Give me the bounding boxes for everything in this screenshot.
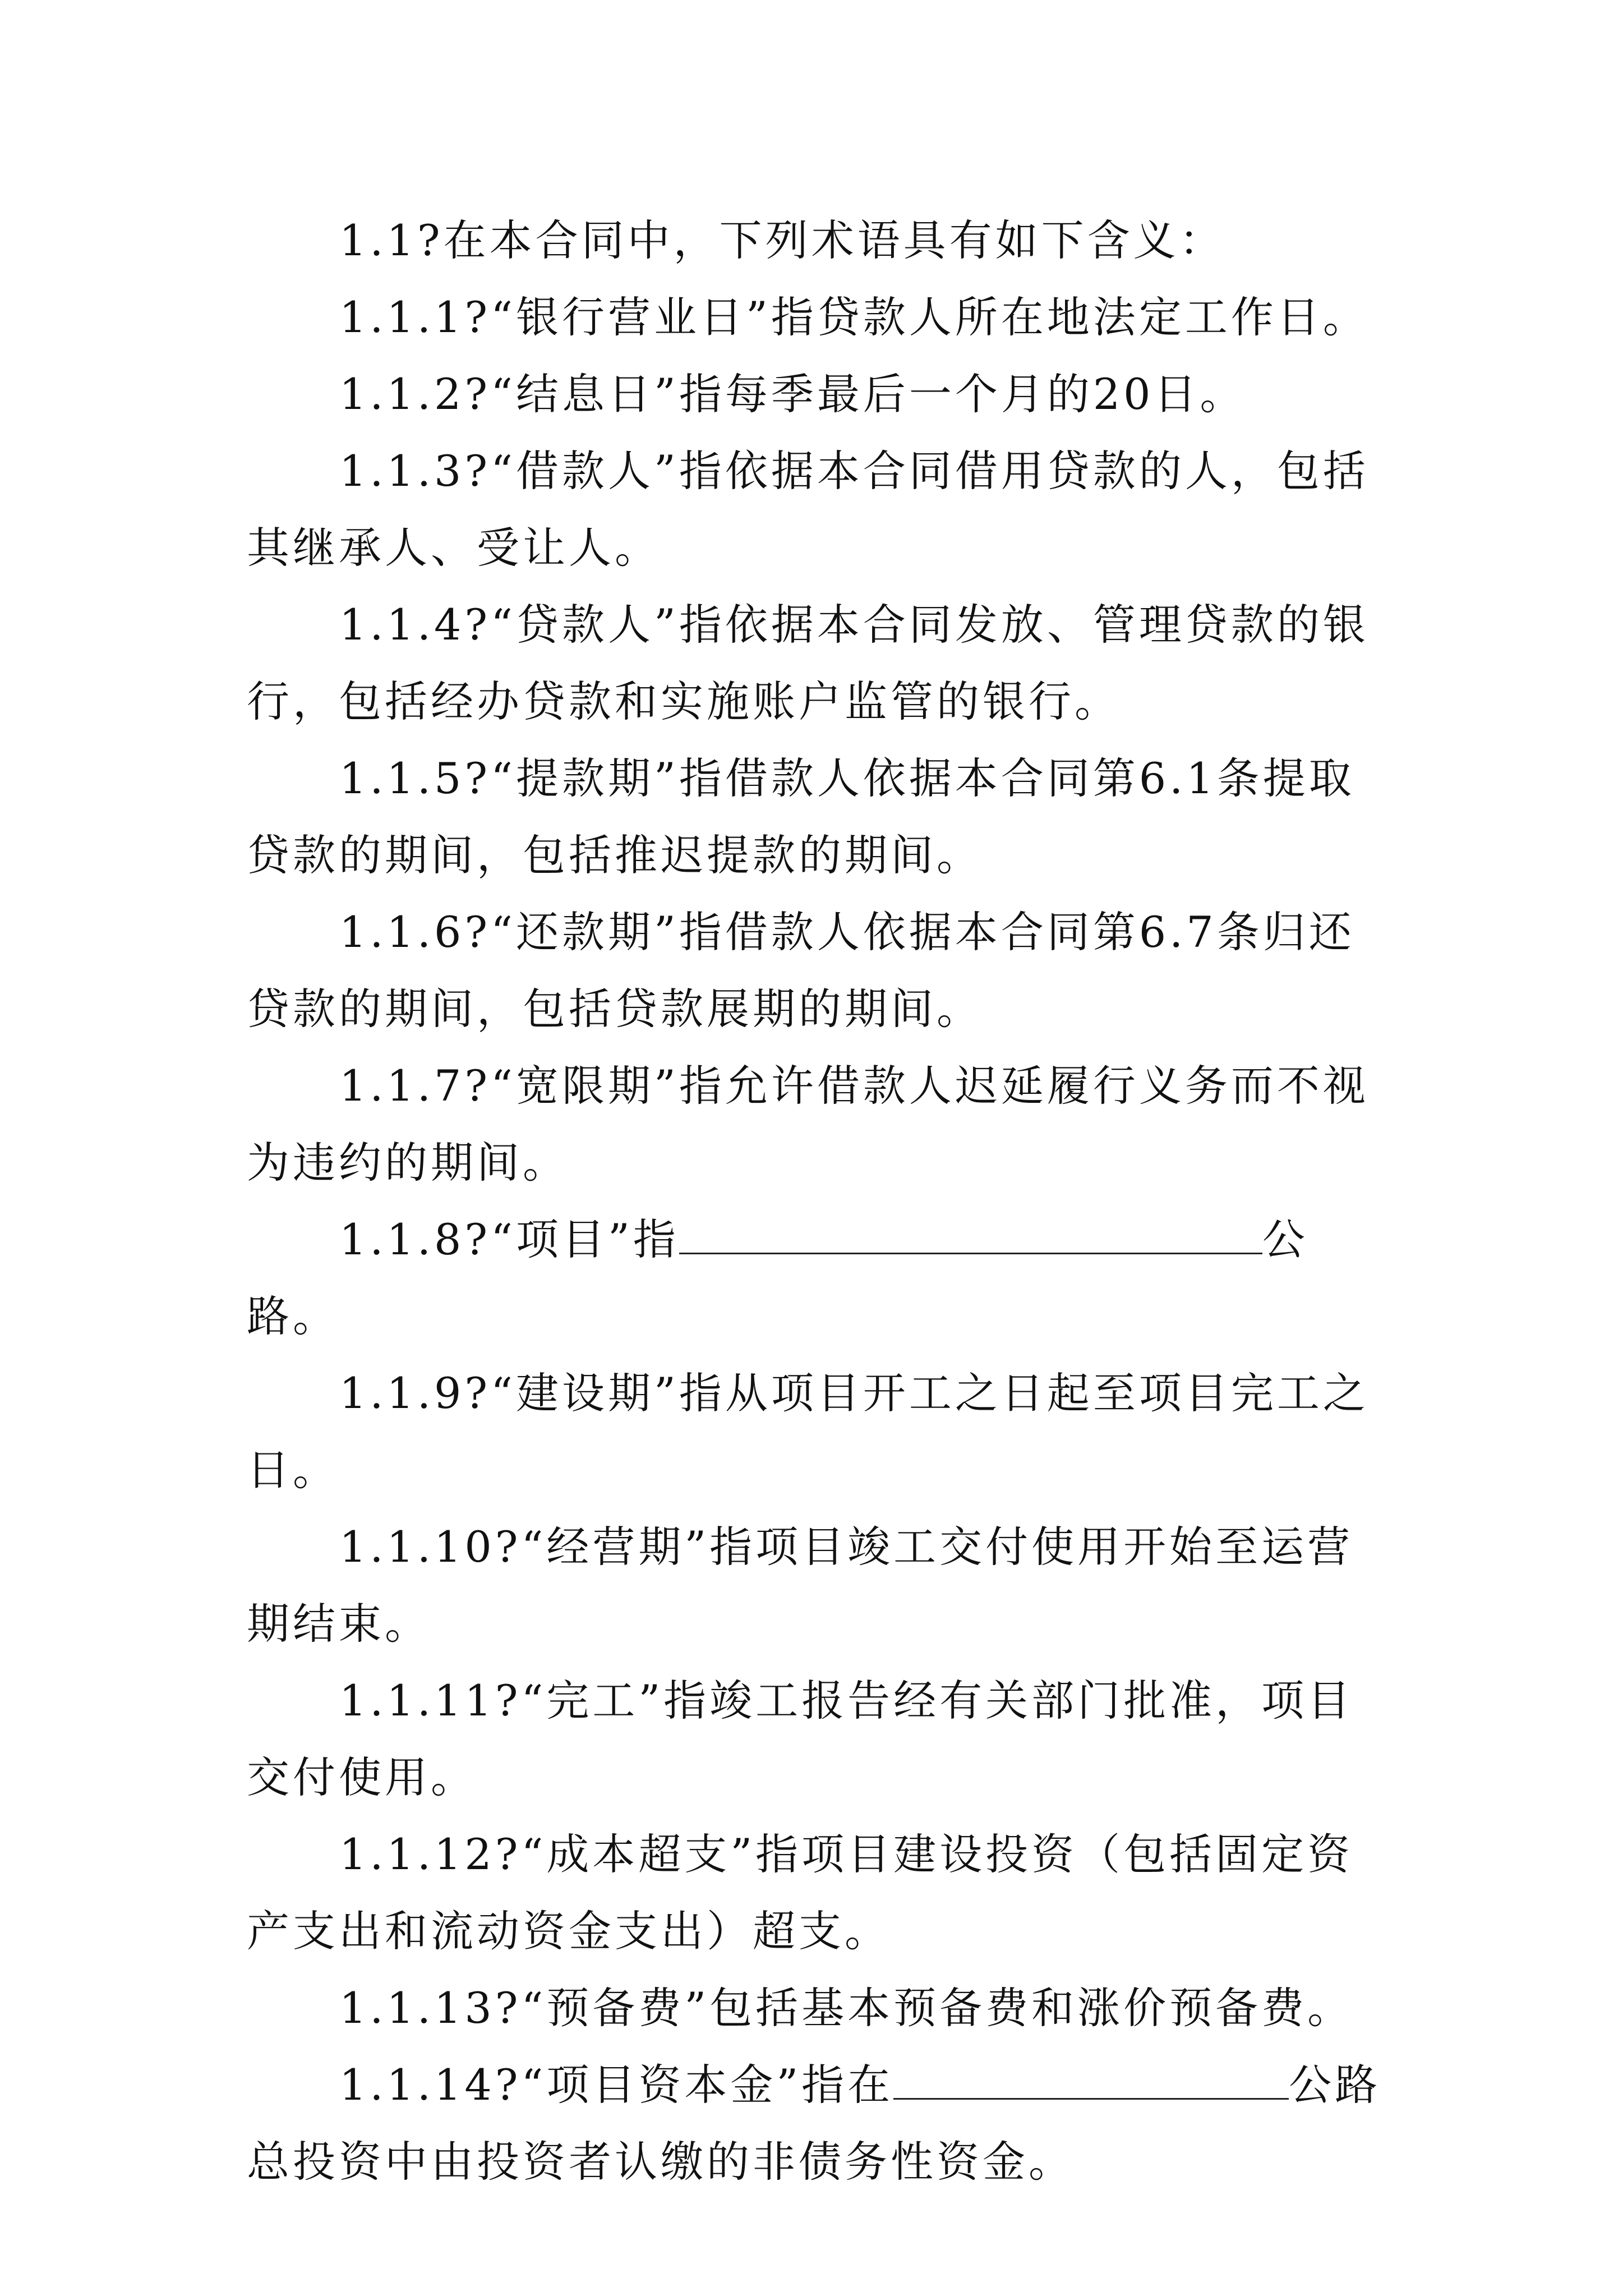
- paragraph-1-1-9: 1.1.9?“建设期”指从项目开工之日起至项目完工之日。: [247, 1368, 1369, 1495]
- paragraph-1-1-13: 1.1.13?“预备费”包括基本预备费和涨价预备费。: [339, 1983, 1354, 2033]
- contract-definitions: [247, 202, 1385, 2200]
- paragraph-1-1-14-tail: 公路总投资中由投资者认缴的非债务性资金。: [247, 2060, 1381, 2187]
- paragraph-1-1-14-lead: 1.1.14?“项目资本金”指在: [339, 2060, 894, 2110]
- paragraph-1-1-12: 1.1.12?“成本超支”指项目建设投资（包括固定资产支出和流动资金支出）超支。: [247, 1829, 1354, 1956]
- paragraph-1-1-3: 1.1.3?“借款人”指依据本合同借用贷款的人，包括其继承人、受让人。: [247, 446, 1369, 573]
- paragraph-1-1-7: 1.1.7?“宽限期”指允许借款人迟延履行义务而不视为违约的期间。: [247, 1061, 1369, 1188]
- paragraph-1-1: 1.1?在本合同中，下列术语具有如下含义：: [339, 215, 1225, 265]
- paragraph-1-1-10: 1.1.10?“经营期”指项目竣工交付使用开始至运营期结束。: [247, 1522, 1354, 1649]
- paragraph-1-1-6: 1.1.6?“还款期”指借款人依据本合同第6.7条归还贷款的期间，包括贷款展期的期间。: [247, 907, 1355, 1034]
- paragraph-1-1-1: 1.1.1?“银行营业日”指贷款人所在地法定工作日。: [339, 292, 1369, 342]
- paragraph-1-1-2: 1.1.2?“结息日”指每季最后一个月的20日。: [339, 369, 1246, 419]
- paragraph-1-1-8-tail: 公路。: [247, 1214, 1308, 1341]
- paragraph-1-1-8: [247, 1201, 1385, 1355]
- paragraph-1-1-4: 1.1.4?“贷款人”指依据本合同发放、管理贷款的银行，包括经办贷款和实施账户监管的银行。: [247, 600, 1369, 726]
- paragraph-1-1-14: [247, 2046, 1385, 2200]
- paragraph-1-1-11: 1.1.11?“完工”指竣工报告经有关部门批准，项目交付使用。: [247, 1676, 1354, 1802]
- fill-in-blank-highway: [893, 2053, 1289, 2100]
- paragraph-1-1-8-lead: 1.1.8?“项目”指: [339, 1214, 679, 1264]
- paragraph-1-1-5: 1.1.5?“提款期”指借款人依据本合同第6.1条提取贷款的期间，包括推迟提款的期间。: [247, 753, 1355, 880]
- fill-in-blank-project: [679, 1208, 1262, 1254]
